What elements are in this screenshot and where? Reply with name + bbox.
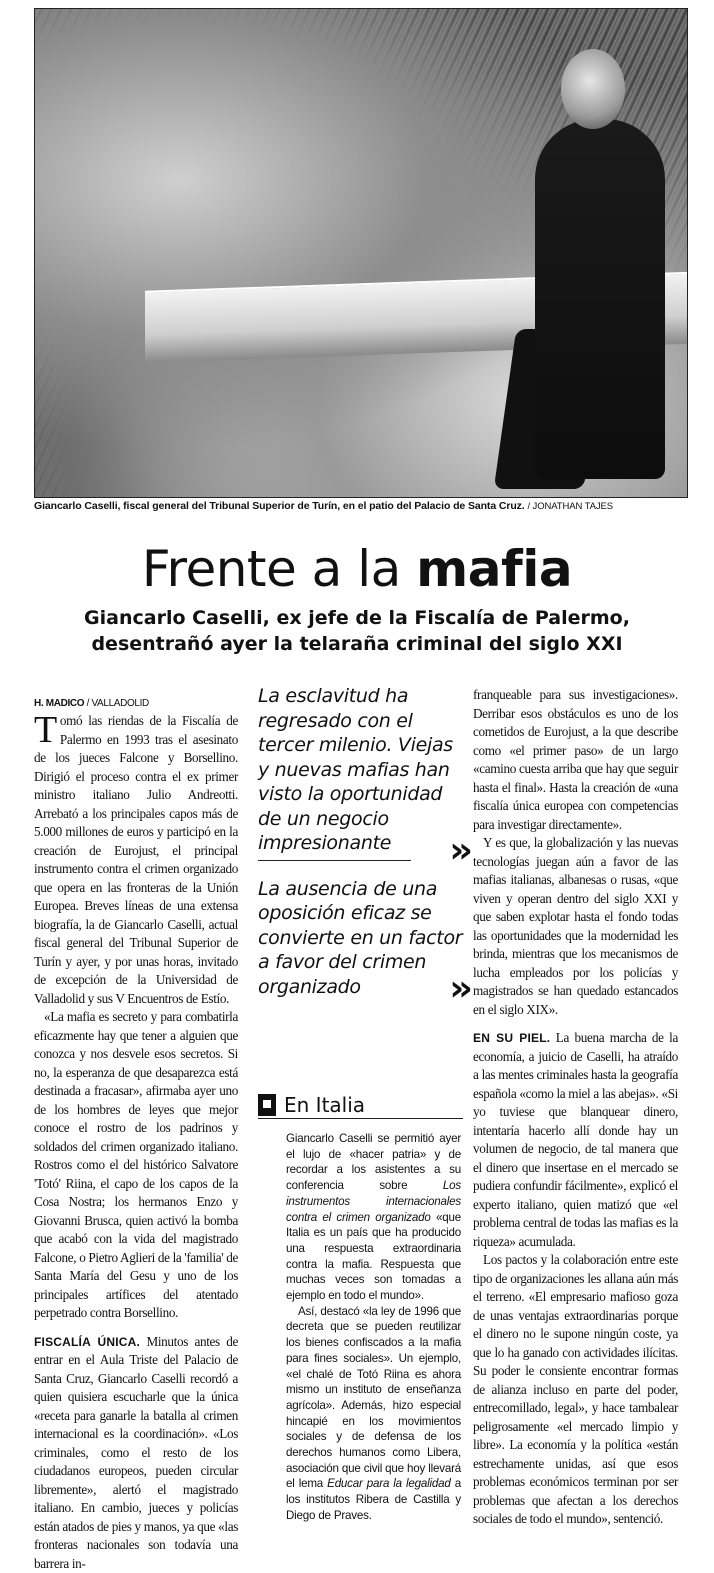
byline-author: H. MADICO [34,698,84,709]
photo-figure-body [535,119,665,479]
pull-quote-text: La ausencia de una oposición eficaz se convierte en un factor a favor del crimen organizado [258,878,462,998]
paragraph-text: Minutos antes de entrar en el Aula Triste del Palacio de Santa Cruz, Giancarlo Caselli recordó a quien quisiera escucharle que la única «receta para ganarle la batalla al crimen internacional es la coordinación». «Los criminales, como el resto de los ciudadanos europeos, pueden circular libremente», alertó el magistrado italiano. En cambio, jueces y policías están atados de pies y manos, ya que «las fronteras nacionales son todavía una barrera in- [34,1334,238,1571]
paragraph [34,712,238,1008]
sidebar-paragraph [286,1304,461,1524]
photo-caption-text: Giancarlo Caselli, fiscal general del Tribunal Superior de Turín, en el patio del Palacio de Santa Cruz. [34,500,525,512]
subheadline: Giancarlo Caselli, ex jefe de la Fiscalía de Palermo, desentrañó ayer la telaraña criminal del siglo XXI [30,605,684,657]
quote-rule [258,860,411,861]
headline-bold: mafia [416,540,572,598]
photo-caption [34,500,694,512]
sidebar-text: Giancarlo Caselli se permitió ayer el lujo de «hacer patria» y de recordar a los asistentes a su conferencia sobre [286,1132,461,1192]
sidebar-title: En Italia [284,1093,365,1117]
headline [0,538,714,600]
drop-cap: T [34,714,57,746]
paragraph-text: omó las riendas de la Fiscalía de Palermo en 1993 tras el asesinato de los jueces Falcone y Borsellino. Dirigió el proceso contra el ex primer ministro italiano Julio Andreotti. Arrebató a los principales capos más de 5.000 millones de euros y participó en la creación de Eurojust, el principal instrumento contra el crimen organizado que opera en las fronteras de la Unión Europea. Breves líneas de una extensa biografía, la de Giancarlo Caselli, actual fiscal general del Tribunal Superior de Turín y ayer, y por unas horas, invitado de excepción de la Universidad de Valladolid y sus V Encuentros de Estío. [34,713,238,1006]
sidebar-text: Así, destacó «la ley de 1996 que decreta que se pueden reutilizar los bienes confiscados a la mafia para fines sociales». Un ejemplo, «el chalé de Totó Riina es ahora mismo un instituto de enseñanza agrícola». Además, hizo especial hincapié en los movimientos sociales y de defensa de los derechos humanos como Libera, asociación que civil que hoy llevará el lema [286,1305,461,1491]
pull-quotes [258,684,463,999]
sidebar-paragraph [286,1131,461,1304]
section-lead: EN SU PIEL. [473,1031,550,1045]
pull-quote-1 [258,684,463,861]
byline [34,696,238,712]
chevron-right-double-icon: ›› [449,837,467,865]
sidebar-italic-title: Los instrumentos internacionales contra el crimen organizado [286,1179,461,1223]
paragraph [34,1333,238,1573]
article-photo [34,8,688,498]
sidebar-text: a los institutos Ribera de Castilla y Diego de Praves. [286,1477,461,1521]
pull-quote-2 [258,877,463,1000]
sidebar-italic-motto: Educar para la legalidad [327,1477,450,1490]
paragraph: franqueable para sus investigaciones». Derribar esos obstáculos es uno de los cometidos de Eurojust, a la que describe como «el primer paso» de un largo «camino cuesta arriba que hay que seguir hasta el final». Hasta la creación de «una fiscalía única europea con competencias para investigar directamente». [473,686,678,834]
pull-quote-text: La esclavitud ha regresado con el tercer milenio. Viejas y nuevas mafias han visto la oportunidad de un negocio impresionante [258,685,453,854]
chevron-right-double-icon: ›› [449,975,467,1003]
paragraph: Y es que, la globalización y las nuevas tecnologías juegan aún a favor de las mafias italianas, albanesas o rusas, «que viven y operan dentro del siglo XXI y que saben explotar hasta el fondo todas las oportunidades que la modernidad les brinda, mientras que los mecanismos de lucha empleados por los policías y magistrados se han quedado estancados en el siglo XIX». [473,834,678,1019]
section-lead: FISCALÍA ÚNICA. [34,1335,140,1349]
section-tag-icon [258,1094,276,1116]
paragraph-text: La buena marcha de la economía, a juicio de Caselli, ha atraído a las mentes criminales hasta la geografía española «como la miel a las abejas». «Si yo tuviese que blanquear dinero, intentaría hacerlo allí donde hay un volumen de negocio, de tal manera que el dinero que insertase en el mercado se pudiera confundir fácilmente», explicó el experto italiano, quien matizó que «el problema central de todas las mafias es la riqueza» acumulada. [473,1030,678,1249]
sidebar-header [258,1092,463,1119]
paragraph: Los pactos y la colaboración entre este tipo de organizaciones les allana aún más el terreno. «El empresario mafioso goza de unas ventajas extraordinarias porque el dinero no le supone ningún coste, ya que lo ha ganado con actividades ilícitas. Su poder le consiente encontrar formas de alianza incluso en parte del poder, entrecomillado, legal», y hace tambalear peligrosamente «el mercado limpio y libre». La economía y la política «están estrechamente unidas, así que esos problemas económicos terminan por ser problemas que afectan a los derechos sociales de todo el mundo», sentenció. [473,1251,678,1529]
article-column-3 [473,686,678,1529]
sidebar-body [258,1131,463,1524]
byline-place: / VALLADOLID [87,698,149,709]
paragraph: «La mafia es secreto y para combatirla eficazmente hay que tener a alguien que conozca y nos desvele esos secretos. Si no, la esperanza de que desaparezca está destinada a fracasar», afirmaba ayer uno de los hombres de leyes que mejor conoce el rostro de los padrinos y soldados del crimen organizado italiano. Rostros como el del histórico Salvatore 'Totó' Riina, el capo de los capos de la Cosa Nostra; los hermanos Enzo y Giovanni Brusca, quien activó la bomba que acabó con la vida del magistrado Falcone, o Pietro Aglieri de la 'familia' de Santa María del Gesu y uno de los principales artífices del atentado perpetrado contra Borsellino. [34,1008,238,1323]
paragraph [473,1029,678,1251]
headline-regular: Frente a la [142,540,401,598]
photo-figure-head [561,49,625,129]
photo-credit: / JONATHAN TAJES [527,501,613,512]
sidebar-box [258,1092,463,1524]
article-column-1 [34,696,238,1573]
sidebar-text: «que Italia es un país que ha producido una respuesta extraordinaria contra la mafia. Respuesta que muchas veces son tomadas a ejemplo en todo el mundo». [286,1211,461,1303]
